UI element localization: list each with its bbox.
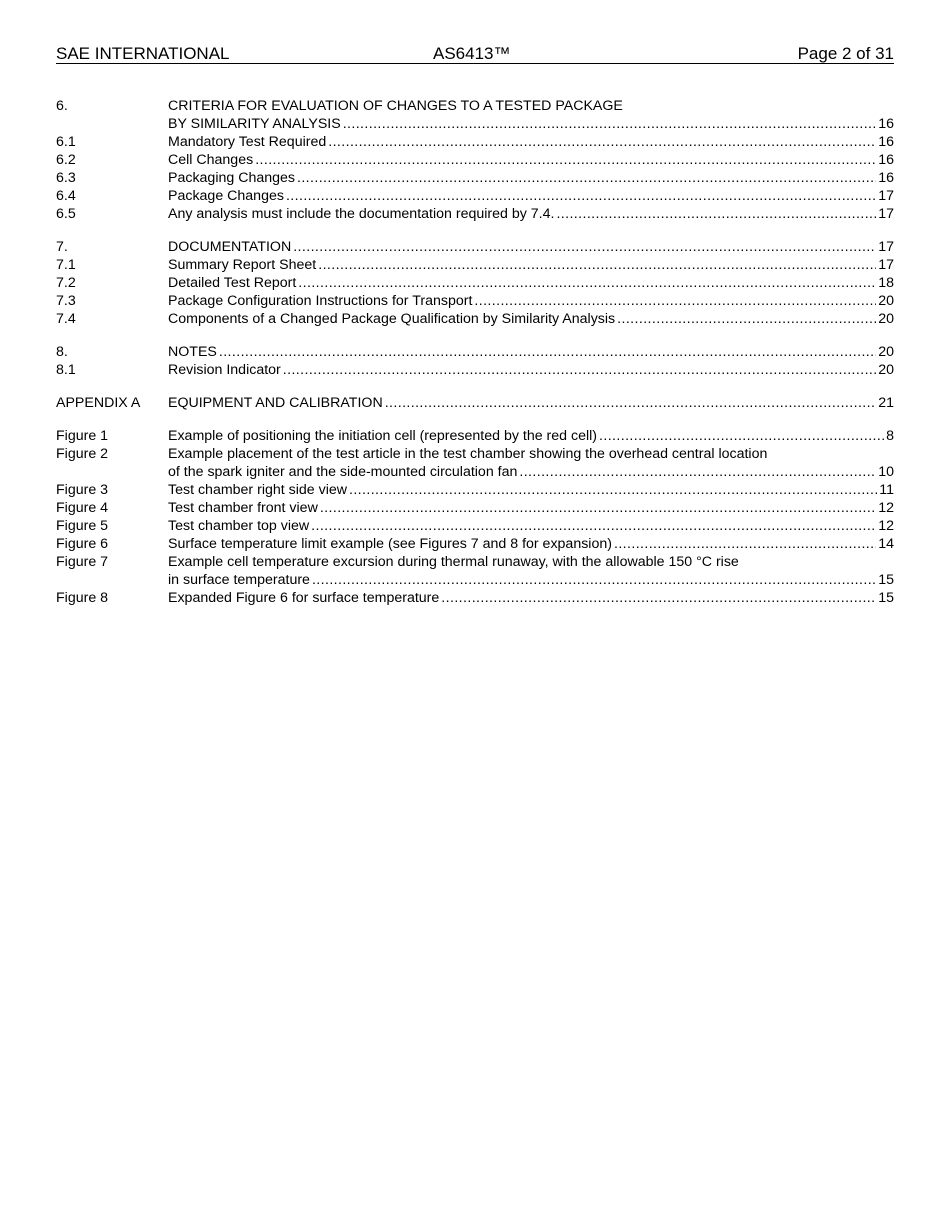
toc-entry-line [168, 481, 894, 499]
toc-entry-title: Revision Indicator [168, 362, 281, 378]
toc-entry-page: 10 [878, 464, 894, 480]
table-of-contents [56, 97, 894, 622]
toc-entry-body [168, 256, 894, 274]
toc-entry[interactable] [56, 535, 894, 553]
toc-entry-body [168, 169, 894, 187]
dot-leader [219, 343, 876, 361]
toc-entry[interactable] [56, 517, 894, 535]
toc-entry-number: Figure 8 [56, 590, 109, 606]
toc-entry-page: 16 [878, 116, 894, 132]
dot-leader [293, 238, 876, 256]
toc-entry-page: 15 [878, 590, 894, 606]
toc-entry[interactable] [56, 481, 894, 499]
toc-entry-number: 6.3 [56, 170, 76, 186]
toc-entry-body [168, 499, 894, 517]
dot-leader [519, 463, 876, 481]
toc-entry-page: 17 [878, 257, 894, 273]
toc-entry-number: 6.5 [56, 206, 76, 222]
toc-entry-body [168, 343, 894, 361]
toc-entry-number: 6. [56, 98, 68, 114]
toc-entry-page: 20 [878, 293, 894, 309]
toc-entry-page: 16 [878, 152, 894, 168]
toc-entry-number: 6.1 [56, 134, 76, 150]
toc-entry-title: DOCUMENTATION [168, 239, 292, 255]
toc-entry-title: Surface temperature limit example (see Figures 7 and 8 for expansion) [168, 536, 612, 552]
toc-entry-title: BY SIMILARITY ANALYSIS [168, 116, 341, 132]
toc-group [56, 238, 894, 328]
toc-entry-number: Figure 7 [56, 554, 109, 570]
toc-entry-number: Figure 5 [56, 518, 109, 534]
toc-entry-number: Figure 3 [56, 482, 109, 498]
toc-entry-page: 12 [878, 518, 894, 534]
toc-entry[interactable] [56, 205, 894, 223]
toc-entry-page: 12 [878, 500, 894, 516]
toc-entry-title: Components of a Changed Package Qualification by Similarity Analysis [168, 311, 616, 327]
toc-group [56, 427, 894, 607]
toc-entry-number: Figure 4 [56, 500, 109, 516]
dot-leader [599, 427, 884, 445]
toc-entry-body [168, 310, 894, 328]
toc-entry[interactable] [56, 310, 894, 328]
toc-entry-page: 17 [878, 206, 894, 222]
toc-entry-page: 16 [878, 170, 894, 186]
toc-entry-line [168, 589, 894, 607]
dot-leader [312, 571, 876, 589]
dot-leader [311, 517, 876, 535]
toc-entry-title: in surface temperature [168, 572, 310, 588]
toc-entry-number: Figure 6 [56, 536, 109, 552]
toc-entry-line [168, 535, 894, 553]
toc-entry-line [168, 133, 894, 151]
toc-entry-page: 15 [878, 572, 894, 588]
toc-entry-body [168, 589, 894, 607]
toc-entry-title: NOTES [168, 344, 217, 360]
toc-entry-page: 20 [878, 362, 894, 378]
toc-entry-number: 7.3 [56, 293, 76, 309]
toc-entry-title: of the spark igniter and the side-mounted circulation fan [168, 464, 518, 480]
toc-entry[interactable] [56, 499, 894, 517]
toc-entry-number: 8. [56, 344, 68, 360]
toc-entry-page: 8 [886, 428, 894, 444]
toc-entry[interactable] [56, 427, 894, 445]
dot-leader [441, 589, 876, 607]
toc-entry-title: Cell Changes [168, 152, 254, 168]
toc-entry-title: Test chamber right side view [168, 482, 347, 498]
dot-leader [318, 256, 876, 274]
dot-leader [617, 310, 876, 328]
toc-entry-body [168, 361, 894, 379]
toc-entry-body [168, 238, 894, 256]
toc-entry-body [168, 274, 894, 292]
toc-entry[interactable] [56, 343, 894, 361]
toc-group [56, 394, 894, 412]
dot-leader [286, 187, 876, 205]
toc-entry-title: Expanded Figure 6 for surface temperature [168, 590, 440, 606]
toc-entry[interactable] [56, 187, 894, 205]
header-document-id: AS6413™ [433, 44, 511, 63]
toc-entry-line [168, 151, 894, 169]
toc-entry-page: 14 [878, 536, 894, 552]
toc-entry-line [168, 274, 894, 292]
toc-entry-body [168, 445, 894, 481]
toc-entry-body [168, 517, 894, 535]
toc-entry-title: Packaging Changes [168, 170, 295, 186]
dot-leader [474, 292, 876, 310]
toc-entry-line [168, 292, 894, 310]
toc-entry-title: Summary Report Sheet [168, 257, 317, 273]
toc-entry-number: 8.1 [56, 362, 76, 378]
toc-entry-body [168, 187, 894, 205]
toc-entry-page: 17 [878, 239, 894, 255]
toc-entry-page: 21 [878, 395, 894, 411]
dot-leader [556, 205, 876, 223]
header-rule [56, 63, 894, 64]
toc-entry-line [168, 517, 894, 535]
toc-entry-body [168, 292, 894, 310]
dot-leader [328, 133, 876, 151]
toc-entry-body [168, 481, 894, 499]
toc-entry-title: Detailed Test Report [168, 275, 297, 291]
toc-entry-number: APPENDIX A [56, 395, 141, 411]
toc-entry-body [168, 553, 894, 589]
toc-entry[interactable] [56, 274, 894, 292]
dot-leader [320, 499, 876, 517]
toc-entry-title: Any analysis must include the documentation required by 7.4. [168, 206, 555, 222]
dot-leader [349, 481, 877, 499]
toc-entry-page: 18 [878, 275, 894, 291]
toc-entry[interactable] [56, 256, 894, 274]
toc-entry-body [168, 394, 894, 412]
toc-entry[interactable] [56, 361, 894, 379]
toc-entry-page: 17 [878, 188, 894, 204]
toc-entry-number: Figure 2 [56, 446, 109, 462]
toc-entry-line [168, 256, 894, 274]
toc-group [56, 343, 894, 379]
toc-entry[interactable] [56, 292, 894, 310]
toc-entry-line [168, 169, 894, 187]
toc-entry[interactable] [56, 151, 894, 169]
toc-entry[interactable] [56, 97, 894, 133]
dot-leader [298, 274, 876, 292]
toc-entry-line [168, 187, 894, 205]
toc-entry[interactable] [56, 553, 894, 589]
toc-entry-page: 20 [878, 344, 894, 360]
toc-entry-title: Package Configuration Instructions for Transport [168, 293, 473, 309]
dot-leader [297, 169, 876, 187]
toc-entry[interactable] [56, 394, 894, 412]
toc-entry-title: Example cell temperature excursion during thermal runaway, with the allowable 150 °C rise [168, 554, 739, 570]
toc-entry-title: Test chamber top view [168, 518, 310, 534]
toc-entry-title: Example of positioning the initiation cell (represented by the red cell) [168, 428, 598, 444]
toc-entry-body [168, 151, 894, 169]
toc-entry-page: 16 [878, 134, 894, 150]
toc-entry-body [168, 97, 894, 133]
page-header [56, 44, 894, 64]
toc-entry-number: 7.1 [56, 257, 76, 273]
toc-entry-title: Package Changes [168, 188, 284, 204]
toc-entry-line [168, 205, 894, 223]
toc-entry-title: EQUIPMENT AND CALIBRATION [168, 395, 383, 411]
dot-leader [343, 115, 877, 133]
dot-leader [255, 151, 876, 169]
toc-entry-title: CRITERIA FOR EVALUATION OF CHANGES TO A TESTED PACKAGE [168, 98, 623, 114]
toc-entry-title: Mandatory Test Required [168, 134, 327, 150]
toc-entry-line [168, 571, 894, 589]
toc-entry-title: Test chamber front view [168, 500, 318, 516]
toc-entry-body [168, 535, 894, 553]
toc-entry-line [168, 343, 894, 361]
header-page-number: Page 2 of 31 [797, 44, 894, 63]
toc-entry[interactable] [56, 238, 894, 256]
toc-entry-line [168, 115, 894, 133]
toc-entry-page: 11 [879, 482, 894, 498]
dot-leader [283, 361, 876, 379]
toc-entry[interactable] [56, 169, 894, 187]
header-organization: SAE INTERNATIONAL [56, 44, 230, 63]
toc-entry-line [168, 238, 894, 256]
dot-leader [385, 394, 877, 412]
toc-entry-number: 7.2 [56, 275, 76, 291]
toc-entry-number: 7. [56, 239, 68, 255]
toc-entry-number: 6.4 [56, 188, 76, 204]
toc-entry-body [168, 133, 894, 151]
toc-entry[interactable] [56, 589, 894, 607]
toc-entry-line [168, 361, 894, 379]
toc-entry[interactable] [56, 133, 894, 151]
toc-entry[interactable] [56, 445, 894, 481]
toc-entry-line [168, 463, 894, 481]
toc-group [56, 97, 894, 223]
toc-entry-line [168, 427, 894, 445]
toc-entry-body [168, 205, 894, 223]
toc-entry-line [168, 394, 894, 412]
toc-entry-number: 7.4 [56, 311, 76, 327]
dot-leader [614, 535, 876, 553]
toc-entry-number: 6.2 [56, 152, 76, 168]
toc-entry-page: 20 [878, 311, 894, 327]
toc-entry-title: Example placement of the test article in the test chamber showing the overhead central location [168, 446, 768, 462]
toc-entry-number: Figure 1 [56, 428, 109, 444]
toc-entry-line [168, 499, 894, 517]
toc-entry-line [168, 310, 894, 328]
toc-entry-body [168, 427, 894, 445]
